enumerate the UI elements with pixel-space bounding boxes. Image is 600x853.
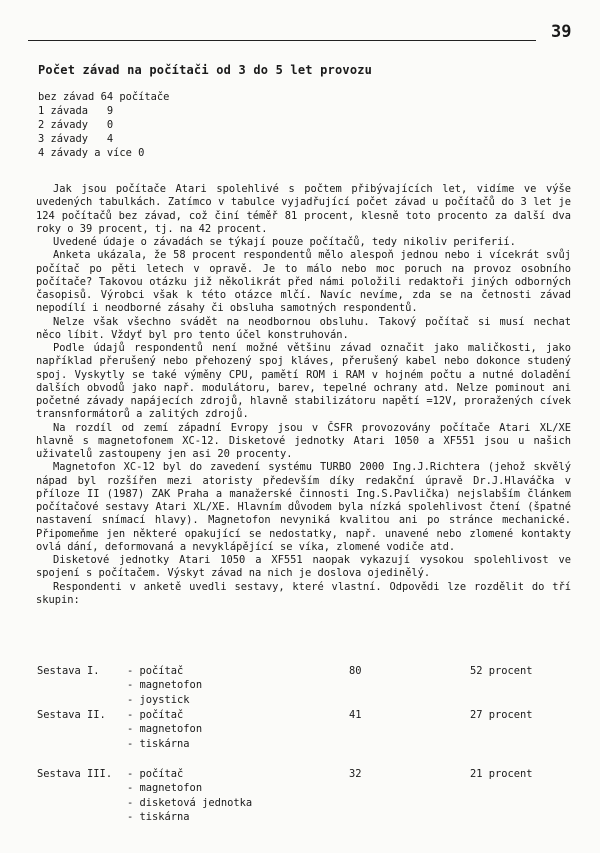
paragraph: Podle údajů respondentů není možné většinu závad označit jako maličkosti, jako například přerušený nebo přehozený spoj kláves, přerušený kabel nebo dokonce studený spoj. Vyskytly se také výměny CPU, pamětí ROM i RAM v hojném počtu a nutné doladění dalších obvodů jako např. modulátoru, barev, tepelné ochrany atd. Nelze pominout ani početné závady napájecích zdrojů, hlavně stabilizátoru napětí =12V, proražených cívek transnformátorů a zalitých zdrojů. [36, 342, 571, 421]
group-item: - počítač [127, 665, 184, 677]
group-count: 32 [349, 768, 362, 780]
group-name: Sestava III. [37, 768, 113, 780]
paragraph: Disketové jednotky Atari 1050 a XF551 naopak vykazují vysokou spolehlivost ve spojení s počítačem. Výskyt závad na nich je doslova ojedinělý. [36, 554, 571, 580]
failures-row [38, 104, 169, 118]
paragraph: Nelze však všechno svádět na neodbornou obsluhu. Takový počítač si musí nechat něco líbit. Vždyť byl pro tento účel konstruhován. [36, 315, 571, 341]
group-item: - magnetofon [127, 679, 203, 692]
group-percent: 27 procent [470, 709, 533, 721]
group-count: 41 [349, 709, 362, 721]
paragraph: Anketa ukázala, že 58 procent respondentů mělo alespoň jednou nebo i vícekrát svůj počítač po pěti letech v opravě. Je to málo nebo moc poruch na provoz osobního počítače? Takovou otázku již několikrát před námi položili redaktoři jiných odborných časopisů. Výrobci však k této otázce mlčí. Navíc nevíme, zda se na četnosti závad nepodílí i neodborné zásahy či obsluha samotných respondentů. [36, 249, 571, 315]
group-items [127, 708, 202, 751]
group-item: - počítač [127, 768, 184, 780]
failures-label: 1 závada [38, 105, 89, 117]
group-item: - disketová jednotka [127, 796, 253, 809]
header-rule [28, 40, 536, 41]
failures-table [38, 90, 169, 160]
group-item: - počítač [127, 709, 184, 721]
failures-row [38, 132, 169, 146]
paragraph: Respondenti v anketě uvedli sestavy, které vlastní. Odpovědi lze rozdělit do tří skupin: [36, 580, 571, 606]
paragraph: Jak jsou počítače Atari spolehlivé s počtem přibývajících let, vidíme ve výše uvedených tabulkách. Zatímco v tabulce vyjadřující počet závad u počítačů do 3 let je 124 počítačů bez závad, což činí téměř 81 procent, klesně toto procento za další dva roky o 39 procent, tj. na 42 procent. [36, 183, 571, 235]
group-items [127, 767, 252, 825]
failures-value: 0 [138, 147, 145, 159]
failures-row [38, 90, 169, 104]
group-percent: 52 procent [470, 665, 533, 677]
paragraph: Na rozdíl od zemí západní Evropy jsou v ČSFR provozovány počítače Atari XL/XE hlavně s magnetofonem XC-12. Disketové jednotky Atari 1050 a XF551 jsou u našich uživatelů zastoupeny jen asi 20 procenty. [36, 421, 571, 460]
section-heading: Počet závad na počítači od 3 do 5 let provozu [38, 63, 373, 77]
failures-label: 4 závady a více [38, 147, 132, 159]
configuration-group [37, 708, 577, 767]
page-number: 39 [551, 22, 572, 42]
group-item: - tiskárna [127, 811, 190, 824]
failures-value: 0 [106, 119, 114, 131]
configuration-group [37, 767, 577, 841]
paragraph: Uvedené údaje o závadách se týkají pouze počítačů, tedy nikoliv periferií. [53, 236, 516, 248]
failures-label: 3 závady [38, 133, 89, 145]
configuration-group [37, 664, 577, 708]
article-body [36, 183, 571, 607]
group-name: Sestava I. [37, 665, 100, 677]
group-item: - magnetofon [127, 782, 203, 795]
failures-row [38, 146, 169, 160]
configuration-groups [37, 664, 577, 841]
group-item: - joystick [127, 693, 190, 706]
group-item: - tiskárna [127, 737, 190, 750]
failures-row [38, 118, 169, 132]
group-percent: 21 procent [470, 768, 533, 780]
failures-value: 9 [106, 105, 114, 117]
group-item: - magnetofon [127, 723, 203, 736]
failures-value: 4 [106, 133, 114, 145]
failures-value: 64 počítače [100, 91, 170, 103]
group-name: Sestava II. [37, 709, 106, 721]
group-count: 80 [349, 665, 362, 677]
group-items [127, 664, 202, 707]
failures-label: 2 závady [38, 119, 89, 131]
failures-label: bez závad [38, 91, 95, 103]
paragraph: Magnetofon XC-12 byl do zavedení systému TURBO 2000 Ing.J.Richtera (jehož skvělý nápad byl rozšířen mezi atoristy především díky redakční úpravě Dr.J.Hlaváčka v příloze II (1987) ZAK Praha a manažerské činnosti Ing.S.Pavlička) nejslabším článkem počítačové sestavy Atari XL/XE. Hlavním důvodem byla nízká spolehlivost čtení (špatné nastavení snímací hlavy). Magnetofon nevyniká kvalitou ani po stránce mechanické. Připomeňme jen některé opakující se nedostatky, např. unavené nebo zlomené kontakty ovlá dání, deformovaná a nevyklápějící se víka, zlomené vodiče atd. [36, 461, 571, 553]
